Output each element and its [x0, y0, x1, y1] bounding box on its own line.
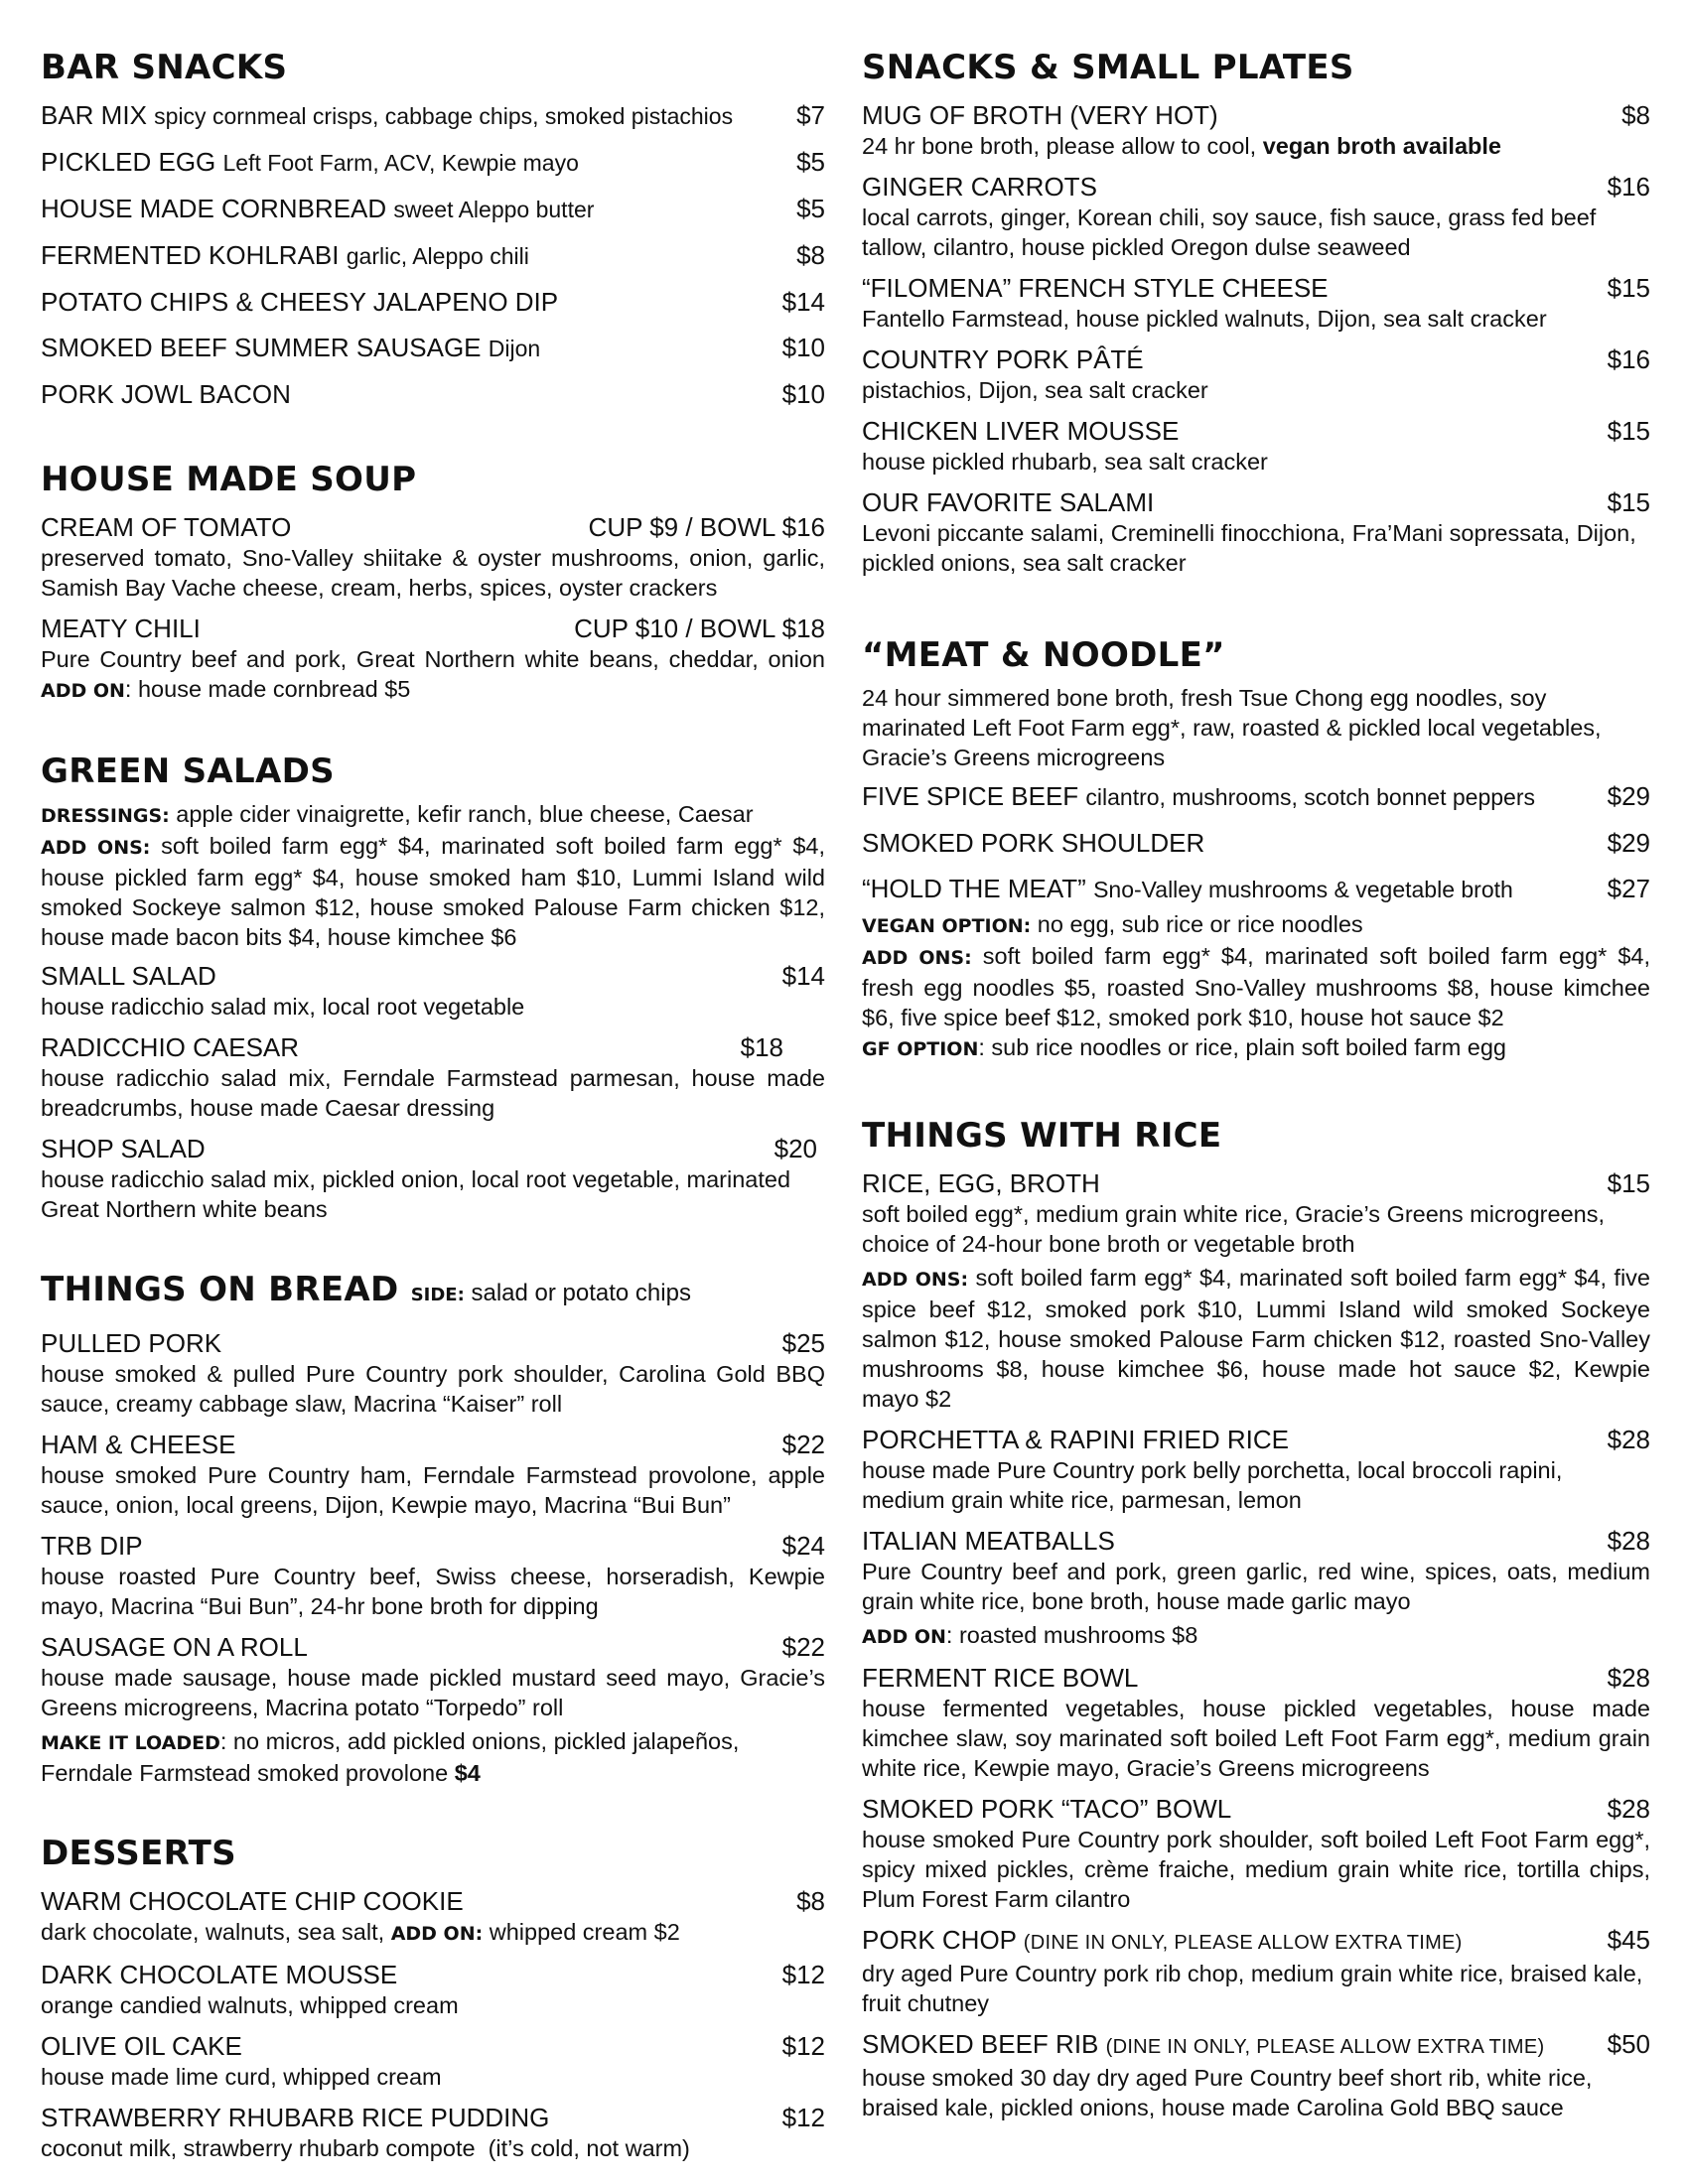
menu-item-radicchio-caesar	[41, 1027, 825, 1123]
vegan-text: no egg, sub rice or rice noodles	[1037, 911, 1363, 937]
item-desc: 24 hr bone broth, please allow to cool, vegan broth available	[862, 133, 1501, 159]
item-name: MUG OF BROTH (VERY HOT)	[862, 100, 1218, 130]
item-price: $29	[1607, 781, 1650, 811]
item-name: PORK CHOP	[862, 1925, 1017, 1955]
item-price: $7	[796, 100, 825, 130]
addon-text: whipped cream $2	[489, 1919, 680, 1945]
dressings-note	[41, 799, 825, 831]
item-name: FERMENTED KOHLRABI	[41, 240, 340, 270]
section-title: “MEAT & NOODLE”	[862, 635, 1225, 675]
item-desc: Levoni piccante salami, Creminelli finocchiona, Fra’Mani sopressata, Dijon, pickled onions, sea salt cracker	[862, 520, 1636, 576]
item-desc: Pure Country beef and pork, Great Northern white beans, cheddar, onion ADD ON: house made cornbread $5	[41, 646, 825, 702]
addon-label: ADD ON:	[390, 1923, 484, 1945]
item-desc: house smoked Pure Country ham, Ferndale Farmstead provolone, apple sauce, onion, local greens, Dijon, Kewpie mayo, Macrina “Bui Bun”	[41, 1462, 825, 1518]
menu-item-smoked-beef-rib	[862, 2024, 1650, 2122]
loaded-text: : no micros, add pickled onions, pickled jalapeños, Ferndale Farmstead smoked provolone	[41, 1728, 740, 1786]
gf-text: : sub rice noodles or rice, plain soft boiled farm egg	[978, 1034, 1507, 1060]
section-title: GREEN SALADS	[41, 751, 335, 791]
item-name: “FILOMENA” FRENCH STYLE CHEESE	[862, 273, 1329, 303]
item-desc: house radicchio salad mix, local root vegetable	[41, 994, 525, 1020]
item-name: PORCHETTA & RAPINI FRIED RICE	[862, 1425, 1290, 1454]
item-price: $16	[1607, 172, 1650, 202]
menu-item-pickled-egg	[41, 142, 825, 183]
item-desc: house smoked 30 day dry aged Pure Country beef short rib, white rice, braised kale, pickled onions, house made Carolina Gold BBQ sauce	[862, 2065, 1593, 2120]
item-price: $18	[740, 1032, 783, 1062]
item-price: $5	[796, 194, 825, 223]
menu-item-jowl-bacon	[41, 374, 825, 414]
item-price: $8	[796, 1886, 825, 1916]
menu-item-mousse	[41, 1955, 825, 2020]
menu-item-cornbread	[41, 189, 825, 229]
menu-item-porchetta-fried-rice	[862, 1420, 1650, 1515]
item-desc: cilantro, mushrooms, scotch bonnet peppers	[1085, 784, 1535, 810]
dressings-label: DRESSINGS:	[41, 805, 170, 827]
item-desc: Left Foot Farm, ACV, Kewpie mayo	[222, 150, 579, 176]
item-name: SHOP SALAD	[41, 1134, 206, 1163]
item-desc: house radicchio salad mix, Ferndale Farmstead parmesan, house made breadcrumbs, house made Caesar dressing	[41, 1065, 825, 1121]
item-desc: house fermented vegetables, house pickled vegetables, house made kimchee slaw, soy marinated soft boiled Left Foot Farm egg*, medium grain white rice, Kewpie mayo, Gracie’s Greens microgreens	[862, 1696, 1650, 1781]
item-price: $10	[781, 379, 825, 409]
addon-text: : house made cornbread $5	[124, 676, 411, 702]
item-price: $20	[774, 1134, 817, 1163]
item-name: DARK CHOCOLATE MOUSSE	[41, 1960, 398, 1989]
section-title: HOUSE MADE SOUP	[41, 460, 417, 499]
item-price: $16	[1607, 344, 1650, 374]
meatballs-addon-note	[862, 1620, 1650, 1652]
menu-item-shop-salad	[41, 1129, 825, 1224]
item-name: PORK JOWL BACON	[41, 379, 291, 409]
item-price: $15	[1607, 1168, 1650, 1198]
item-desc: soft boiled egg*, medium grain white rice, Gracie’s Greens microgreens, choice of 24-hour bone broth or vegetable broth	[862, 1201, 1605, 1257]
menu-item-bar-mix	[41, 95, 825, 136]
vegan-broth-note: vegan broth available	[1262, 133, 1501, 159]
item-name: GINGER CARROTS	[862, 172, 1097, 202]
item-desc: pistachios, Dijon, sea salt cracker	[862, 377, 1208, 403]
item-name: SMOKED PORK SHOULDER	[862, 828, 1205, 858]
menu-left-column	[41, 44, 825, 2169]
addons-label: ADD ONS:	[862, 947, 972, 969]
item-name: SMOKED BEEF RIB	[862, 2029, 1099, 2059]
item-price: $45	[1607, 1925, 1650, 1955]
item-desc: sweet Aleppo butter	[393, 197, 595, 222]
menu-item-summer-sausage	[41, 328, 825, 368]
item-name: “HOLD THE MEAT”	[862, 874, 1086, 903]
vegan-label: VEGAN OPTION:	[862, 915, 1032, 937]
item-desc: house made lime curd, whipped cream	[41, 2064, 442, 2090]
item-price: $27	[1607, 874, 1650, 903]
item-price: CUP $9 / BOWL $16	[588, 512, 825, 542]
section-soup	[41, 456, 825, 706]
item-price: $28	[1607, 1425, 1650, 1454]
menu-item-small-salad	[41, 956, 825, 1022]
section-title: SNACKS & SMALL PLATES	[862, 48, 1354, 87]
addons-label: ADD ONS:	[41, 837, 151, 859]
addons-text: soft boiled farm egg* $4, marinated soft boiled farm egg* $4, fresh egg noodles $5, roasted Sno-Valley mushrooms $8, house kimchee $6, five spice beef $12, smoked pork $10, house hot sauce $2	[862, 943, 1651, 1030]
item-price: $14	[781, 961, 825, 991]
addons-label: ADD ONS:	[862, 1269, 969, 1291]
menu-item-trb-dip	[41, 1526, 825, 1621]
section-bar-snacks	[41, 44, 825, 414]
item-desc: house made sausage, house made pickled mustard seed mayo, Gracie’s Greens microgreens, Macrina potato “Torpedo” roll	[41, 1665, 825, 1720]
item-desc: house pickled rhubarb, sea salt cracker	[862, 449, 1268, 475]
item-price: $12	[781, 1960, 825, 1989]
item-name: TRB DIP	[41, 1531, 143, 1561]
item-desc: house made Pure Country pork belly porchetta, local broccoli rapini, medium grain white rice, parmesan, lemon	[862, 1457, 1563, 1513]
item-name: POTATO CHIPS & CHEESY JALAPENO DIP	[41, 287, 559, 317]
item-price: $29	[1607, 828, 1650, 858]
menu-item-rice-pudding	[41, 2098, 825, 2163]
item-desc: preserved tomato, Sno-Valley shiitake & oyster mushrooms, onion, garlic, Samish Bay Vache cheese, cream, herbs, spices, oyster crackers	[41, 545, 825, 601]
item-name: HOUSE MADE CORNBREAD	[41, 194, 387, 223]
addon-label: ADD ON	[862, 1626, 946, 1648]
section-title: THINGS WITH RICE	[862, 1116, 1222, 1156]
item-desc: dry aged Pure Country pork rib chop, medium grain white rice, braised kale, fruit chutney	[862, 1961, 1643, 2016]
section-meat-noodle	[862, 631, 1650, 1064]
item-price: $22	[781, 1632, 825, 1662]
menu-item-hold-the-meat	[862, 869, 1650, 909]
side-note: SIDE: salad or potato chips	[410, 1280, 691, 1306]
menu-item-meaty-chili	[41, 609, 825, 706]
item-price: $8	[1621, 100, 1650, 130]
menu-item-liver-mousse	[862, 411, 1650, 477]
rice-addons-note	[862, 1263, 1650, 1414]
item-desc: house roasted Pure Country beef, Swiss cheese, horseradish, Kewpie mayo, Macrina “Bui Bun”, 24-hr bone broth for dipping	[41, 1564, 825, 1619]
item-name: OUR FAVORITE SALAMI	[862, 487, 1155, 517]
item-desc: local carrots, ginger, Korean chili, soy sauce, fish sauce, grass fed beef tallow, cilantro, house pickled Oregon dulse seaweed	[862, 205, 1597, 260]
menu-item-kohlrabi	[41, 235, 825, 276]
menu-item-ferment-rice-bowl	[862, 1658, 1650, 1783]
item-price: $22	[781, 1430, 825, 1459]
section-title: THINGS ON BREAD SIDE: salad or potato chips	[41, 1270, 691, 1309]
menu-item-five-spice-beef	[862, 776, 1650, 817]
item-desc: orange candied walnuts, whipped cream	[41, 1992, 459, 2018]
item-name: MEATY CHILI	[41, 614, 201, 643]
section-snacks-small-plates	[862, 44, 1650, 578]
item-desc: house radicchio salad mix, pickled onion, local root vegetable, marinated Great Northern white beans	[41, 1166, 791, 1222]
item-price: $5	[796, 147, 825, 177]
section-things-with-rice	[862, 1112, 1650, 2122]
item-price: $14	[781, 287, 825, 317]
addon-label: ADD ON	[41, 680, 125, 702]
menu-item-pork-chop	[862, 1920, 1650, 2018]
menu-item-ham-cheese	[41, 1425, 825, 1520]
item-name: COUNTRY PORK PÂTÉ	[862, 344, 1144, 374]
item-desc: house smoked & pulled Pure Country pork shoulder, Carolina Gold BBQ sauce, creamy cabbage slaw, Macrina “Kaiser” roll	[41, 1361, 825, 1417]
item-name: CREAM OF TOMATO	[41, 512, 292, 542]
item-price: $28	[1607, 1794, 1650, 1824]
loaded-label: MAKE IT LOADED	[41, 1732, 220, 1754]
item-desc: house smoked Pure Country pork shoulder, soft boiled Left Foot Farm egg*, spicy mixed pickles, crème fraiche, medium grain white rice, tortilla chips, Plum Forest Farm cilantro	[862, 1827, 1650, 1912]
item-name: OLIVE OIL CAKE	[41, 2031, 242, 2061]
item-name: CHICKEN LIVER MOUSSE	[862, 416, 1180, 446]
item-price: $10	[781, 333, 825, 362]
item-name: BAR MIX	[41, 100, 147, 130]
item-name: SMOKED PORK “TACO” BOWL	[862, 1794, 1232, 1824]
item-price: $8	[796, 240, 825, 270]
item-desc: Sno-Valley mushrooms & vegetable broth	[1093, 877, 1513, 902]
item-name: FIVE SPICE BEEF	[862, 781, 1079, 811]
dine-in-note: (DINE IN ONLY, PLEASE ALLOW EXTRA TIME)	[1023, 1932, 1463, 1954]
item-name: SMOKED BEEF SUMMER SAUSAGE	[41, 333, 482, 362]
item-price: $28	[1607, 1526, 1650, 1556]
menu-item-taco-bowl	[862, 1789, 1650, 1914]
menu-item-cream-of-tomato	[41, 507, 825, 603]
menu-item-potato-chips	[41, 282, 825, 322]
section-green-salads	[41, 748, 825, 1224]
item-desc: Fantello Farmstead, house pickled walnuts, Dijon, sea salt cracker	[862, 306, 1547, 332]
item-name: RADICCHIO CAESAR	[41, 1032, 300, 1062]
section-things-on-bread	[41, 1266, 825, 1788]
item-desc: Dijon	[488, 336, 541, 361]
item-price: $12	[781, 2103, 825, 2132]
section-title: DESSERTS	[41, 1834, 236, 1873]
item-desc: coconut milk, strawberry rhubarb compote (it’s cold, not warm)	[41, 2135, 690, 2161]
dressings-text: apple cider vinaigrette, kefir ranch, blue cheese, Caesar	[176, 801, 754, 827]
vegan-option-note	[862, 909, 1650, 941]
item-name: ITALIAN MEATBALLS	[862, 1526, 1115, 1556]
item-price: CUP $10 / BOWL $18	[574, 614, 825, 643]
item-desc: dark chocolate, walnuts, sea salt, ADD ON: whipped cream $2	[41, 1919, 680, 1945]
section-title: BAR SNACKS	[41, 48, 288, 87]
menu-right-column	[862, 44, 1650, 2128]
gf-option-note	[862, 1032, 1650, 1064]
addons-text: soft boiled farm egg* $4, marinated soft boiled farm egg* $4, five spice beef $12, smoked pork $10, Lummi Island wild smoked Sockeye salmon $12, house smoked Palouse Farm chicken $12, roasted Sno-Valley mushrooms $8, house kimchee $6, house made hot sauce $2, Kewpie mayo $2	[862, 1265, 1650, 1412]
item-name: SMALL SALAD	[41, 961, 216, 991]
item-name: PICKLED EGG	[41, 147, 216, 177]
section-desserts	[41, 1830, 825, 2163]
menu-item-rice-egg-broth	[862, 1163, 1650, 1414]
item-name: STRAWBERRY RHUBARB RICE PUDDING	[41, 2103, 550, 2132]
addons-text: soft boiled farm egg* $4, marinated soft boiled farm egg* $4, house pickled farm egg* $4, house smoked ham $10, Lummi Island wild smoked Sockeye salmon $12, house smoked Palouse Farm chicken $12, house made bacon bits $4, house kimchee $6	[41, 833, 826, 950]
menu-item-pork-pate	[862, 340, 1650, 405]
item-price: $12	[781, 2031, 825, 2061]
menu-item-filomena-cheese	[862, 268, 1650, 334]
item-price: $15	[1607, 416, 1650, 446]
gf-label: GF OPTION	[862, 1038, 979, 1060]
item-price: $15	[1607, 273, 1650, 303]
loaded-price: $4	[454, 1760, 481, 1786]
item-desc: spicy cornmeal crisps, cabbage chips, smoked pistachios	[154, 103, 734, 129]
noodle-intro: 24 hour simmered bone broth, fresh Tsue Chong egg noodles, soy marinated Left Foot Farm egg*, raw, roasted & pickled local vegetables, Gracie’s Greens microgreens	[862, 685, 1602, 770]
menu-item-italian-meatballs	[862, 1521, 1650, 1652]
menu-item-pulled-pork	[41, 1323, 825, 1419]
item-name: PULLED PORK	[41, 1328, 222, 1358]
menu-item-ginger-carrots	[862, 167, 1650, 262]
noodle-addons-note	[862, 941, 1650, 1032]
item-desc: garlic, Aleppo chili	[346, 243, 529, 269]
menu-item-olive-oil-cake	[41, 2026, 825, 2092]
addon-text: : roasted mushrooms $8	[945, 1622, 1198, 1648]
item-name: RICE, EGG, BROTH	[862, 1168, 1100, 1198]
item-price: $15	[1607, 487, 1650, 517]
item-price: $24	[781, 1531, 825, 1561]
menu-item-sausage-roll	[41, 1627, 825, 1788]
salad-addons-note	[41, 831, 825, 952]
item-name: FERMENT RICE BOWL	[862, 1663, 1139, 1693]
item-price: $25	[781, 1328, 825, 1358]
make-it-loaded-note	[41, 1726, 825, 1788]
item-price: $28	[1607, 1663, 1650, 1693]
item-name: WARM CHOCOLATE CHIP COOKIE	[41, 1886, 464, 1916]
menu-item-cookie	[41, 1881, 825, 1949]
dine-in-note: (DINE IN ONLY, PLEASE ALLOW EXTRA TIME)	[1105, 2036, 1545, 2058]
item-name: HAM & CHEESE	[41, 1430, 236, 1459]
item-name: SAUSAGE ON A ROLL	[41, 1632, 308, 1662]
item-price: $50	[1607, 2029, 1650, 2059]
menu-item-smoked-pork-shoulder	[862, 823, 1650, 863]
menu-item-salami	[862, 482, 1650, 578]
menu-item-broth	[862, 95, 1650, 161]
item-desc: Pure Country beef and pork, green garlic, red wine, spices, oats, medium grain white rice, bone broth, house made garlic mayo	[862, 1559, 1650, 1614]
